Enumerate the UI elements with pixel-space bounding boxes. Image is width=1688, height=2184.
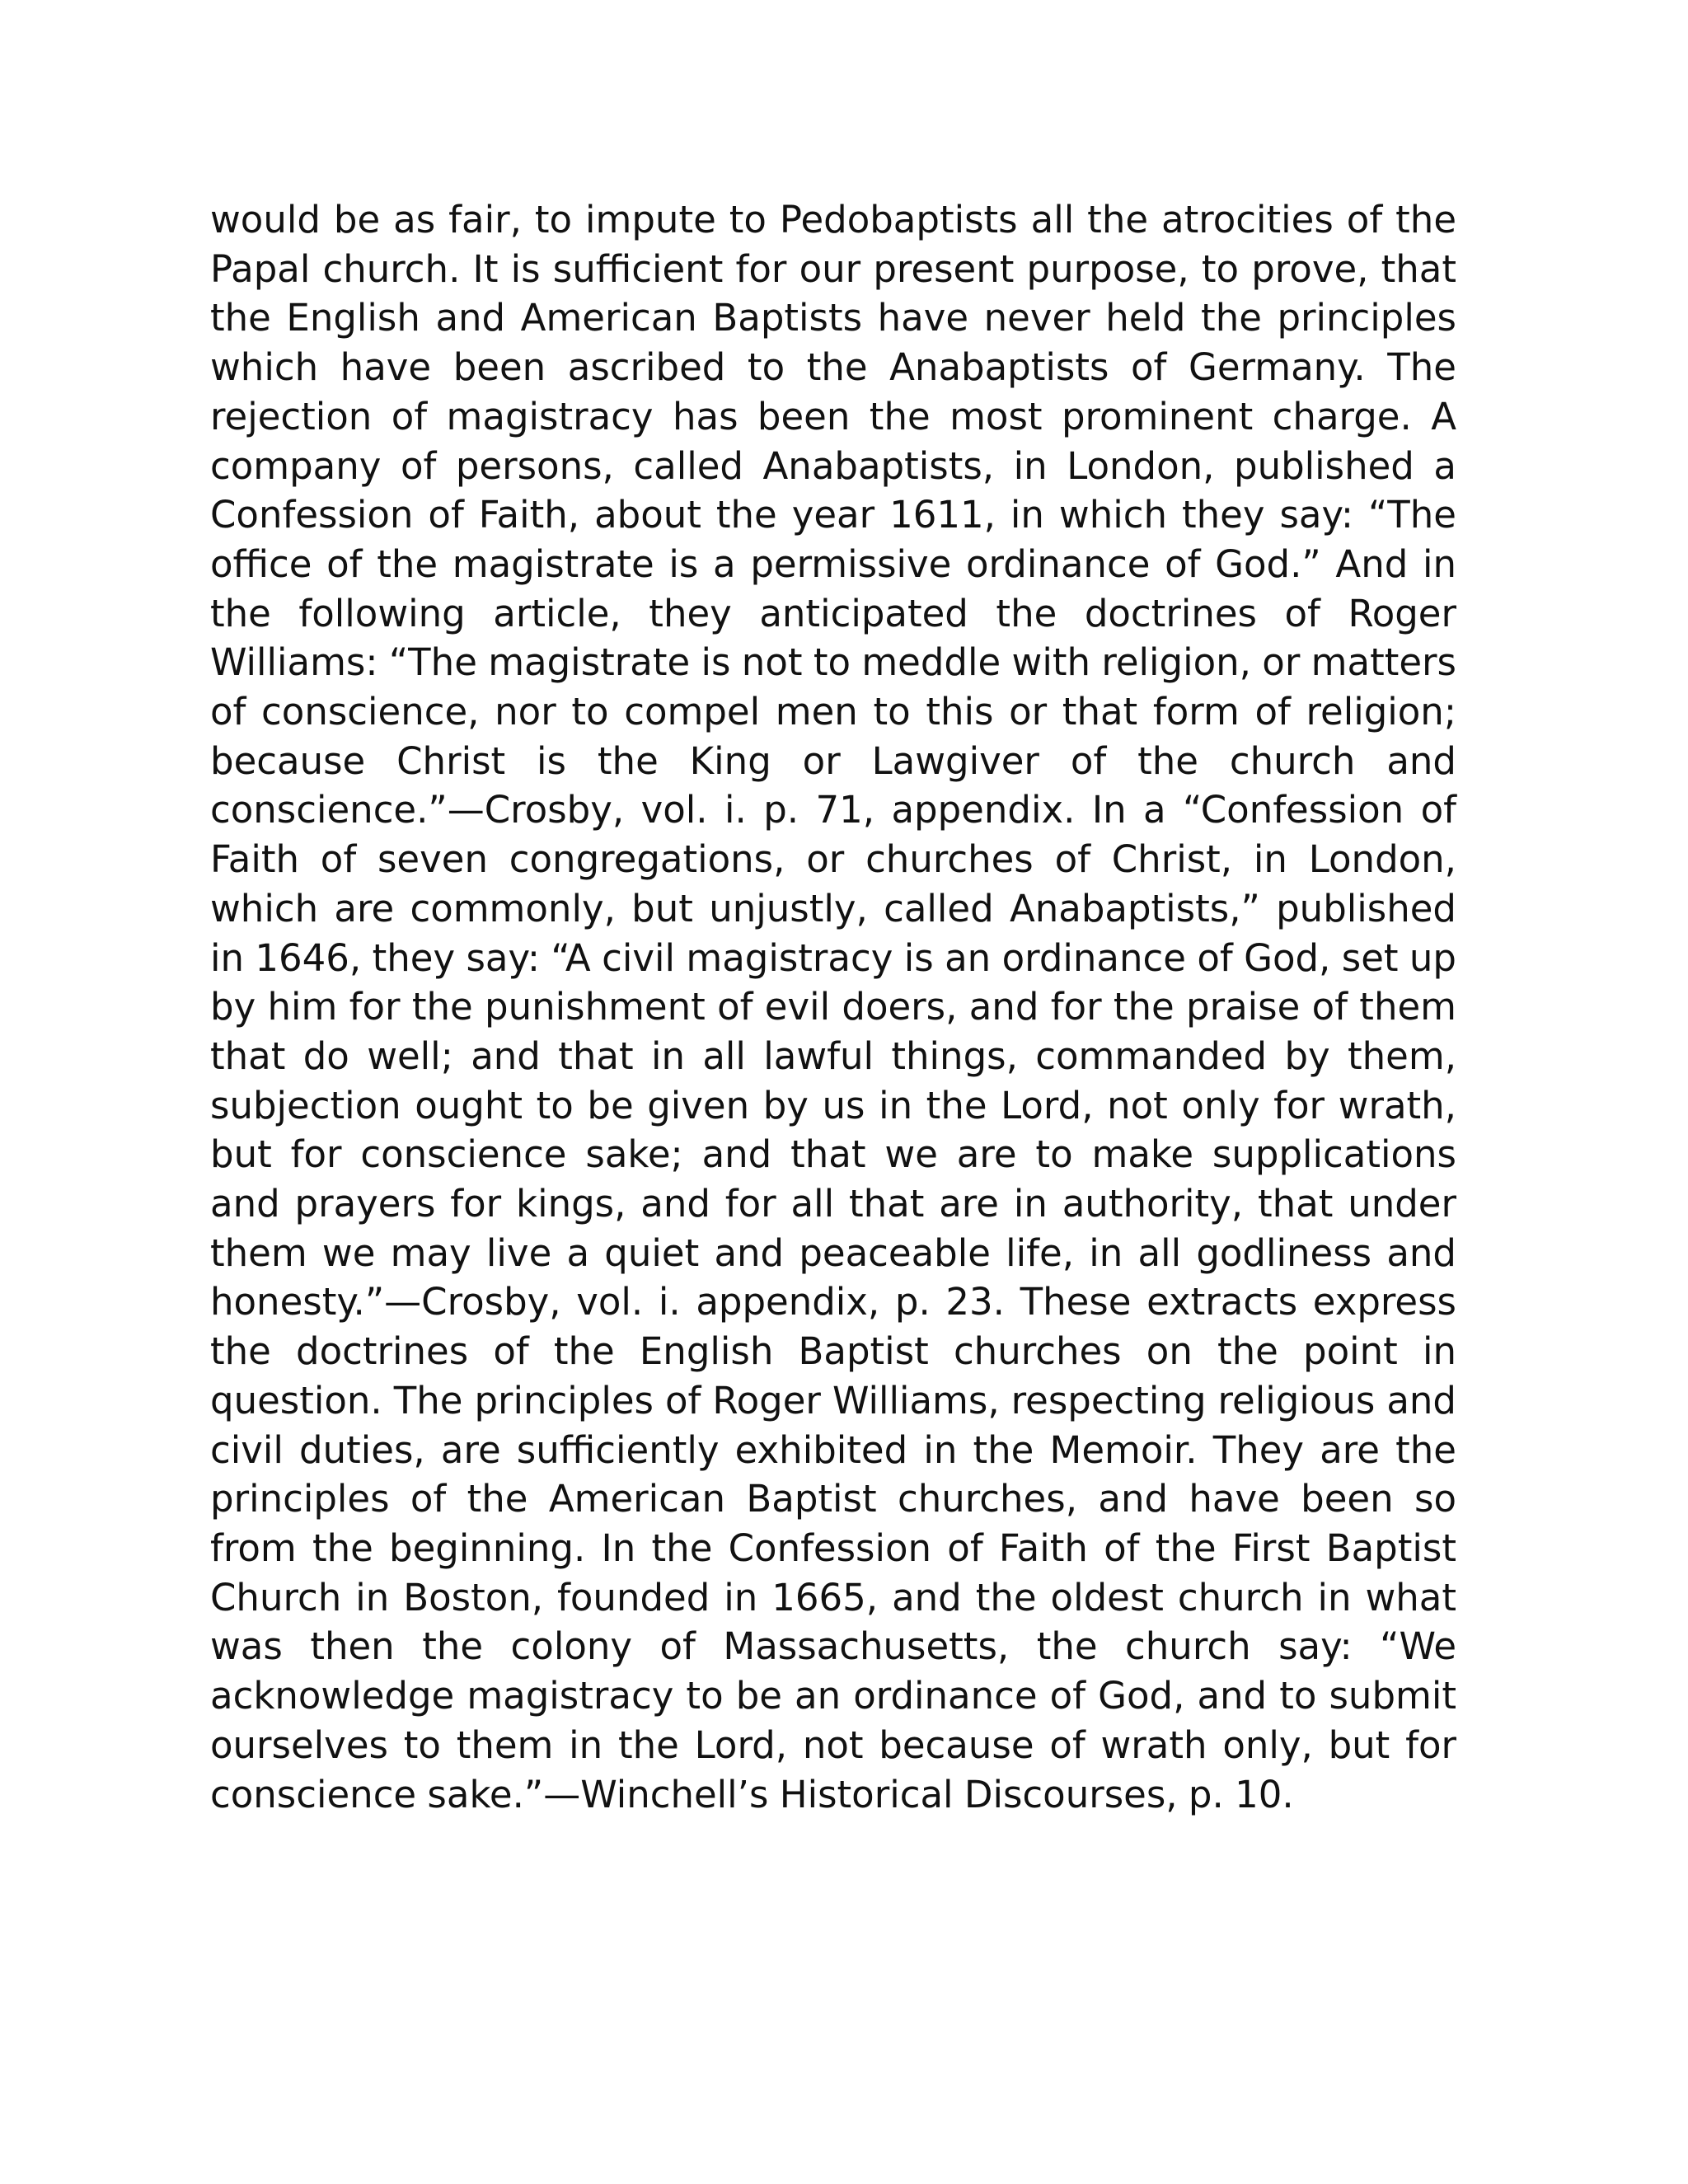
body-paragraph: would be as fair, to impute to Pedobaptists all the atrocities of the Papal church. It is sufficient for our present purpose, to prove, that the English and American Baptists have never held the principles which have been ascribed to the Anabaptists of Germany. The rejection of magistracy has been the most prominent charge. A company of persons, called Anabaptists, in London, published a Confession of Faith, about the year 1611, in which they say: “The office of the magistrate is a permissive ordinance of God.” And in the following article, they anticipated the doctrines of Roger Williams: “The magistrate is not to meddle with religion, or matters of conscience, nor to compel men to this or that form of religion; because Christ is the King or Lawgiver of the church and conscience.”—Crosby, vol. i. p. 71, appendix. In a “Confession of Faith of seven congregations, or churches of Christ, in London, which are commonly, but unjustly, called Anabaptists,” published in 1646, they say: “A civil magistracy is an ordinance of God, set up by him for the punishment of evil doers, and for the praise of them that do well; and that in all lawful things, commanded by them, subjection ought to be given by us in the Lord, not only for wrath, but for conscience sake; and that we are to make supplications and prayers for kings, and for all that are in authority, that under them we may live a quiet and peaceable life, in all godliness and honesty.”—Crosby, vol. i. appendix, p. 23. These extracts express the doctrines of the English Baptist churches on the point in question. The principles of Roger Williams, respecting religious and civil duties, are sufficiently exhibited in the Memoir. They are the principles of the American Baptist churches, and have been so from the beginning. In the Confession of Faith of the First Baptist Church in Boston, founded in 1665, and the oldest church in what was then the colony of Massachusetts, the church say: “We acknowledge magistracy to be an ordinance of God, and to submit ourselves to them in the Lord, not because of wrath only, but for conscience sake.”—Winchell’s Historical Discourses, p. 10. bbox=[210, 198, 1456, 1816]
